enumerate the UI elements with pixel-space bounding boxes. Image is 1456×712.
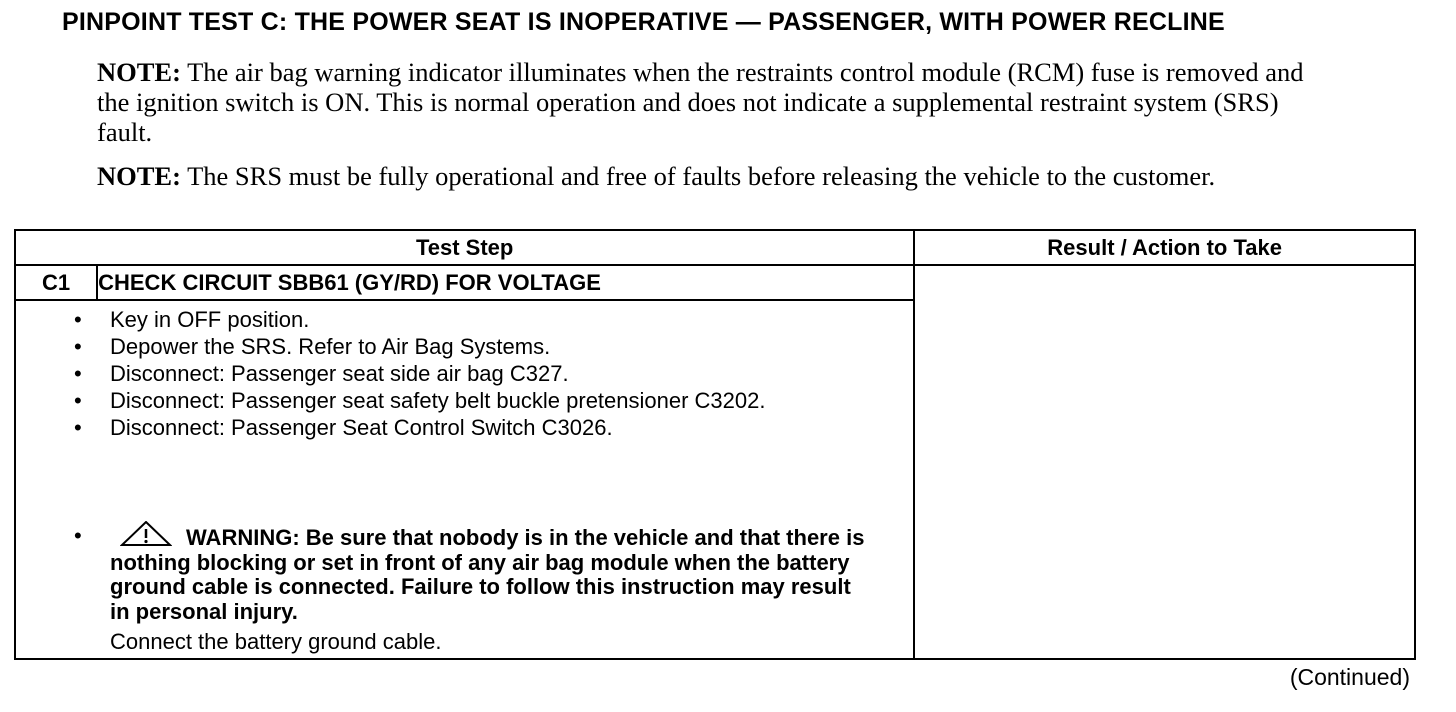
bullet: • [74,307,82,332]
note-srs-operational [97,161,1337,191]
step-instructions-list [74,307,830,443]
list-item [74,334,830,359]
bullet: • [74,523,82,548]
note-text: The air bag warning indicator illuminates when the restraints control module (RCM) fuse is removed and the ignition switch is ON. This is normal operation and does not indicate a supplemental restraint system (SRS) fault. [97,57,1304,147]
continued-label: (Continued) [1289,664,1410,690]
note-label: NOTE: [97,57,181,87]
bullet: • [74,415,82,440]
table-header-row [15,230,1415,265]
list-item-text: Depower the SRS. Refer to Air Bag Systems. [110,334,551,359]
list-item-text: Disconnect: Passenger seat safety belt buckle pretensioner C3202. [110,388,766,413]
warning-text: WARNING: Be sure that nobody is in the vehicle and that there is nothing blocking or set in front of any air bag module when the battery ground cable is connected. Failure to follow this instruction may result in personal injury. [110,525,865,624]
warning-action-text: Connect the battery ground cable. [110,629,442,654]
list-item [74,361,830,386]
note-text: The SRS must be fully operational and free of faults before releasing the vehicle to the customer. [180,161,1216,191]
pinpoint-test-table [14,229,1416,660]
warning-text-block [110,521,870,624]
step-body-cell [15,300,914,659]
bullet: • [74,334,82,359]
note-label: NOTE: [97,161,181,191]
warning-triangle-icon [120,521,172,547]
step-title-row [15,265,1415,300]
list-item [74,388,800,413]
list-item [74,415,830,440]
header-test-step: Test Step [15,230,914,265]
list-item-text: Key in OFF position. [110,307,310,332]
result-action-cell [914,265,1415,659]
step-title: CHECK CIRCUIT SBB61 (GY/RD) FOR VOLTAGE [97,265,914,300]
bullet: • [74,388,82,413]
bullet: • [74,361,82,386]
list-item-text: Disconnect: Passenger seat side air bag C327. [110,361,569,386]
note-rcm-fuse [97,57,1337,147]
step-number: C1 [15,265,97,300]
list-item-text: Disconnect: Passenger Seat Control Switch C3026. [110,415,613,440]
warning-block [74,521,870,654]
header-result-action: Result / Action to Take [914,230,1415,265]
list-item [74,307,830,332]
page-title: PINPOINT TEST C: THE POWER SEAT IS INOPERATIVE — PASSENGER, WITH POWER RECLINE [62,8,1225,36]
